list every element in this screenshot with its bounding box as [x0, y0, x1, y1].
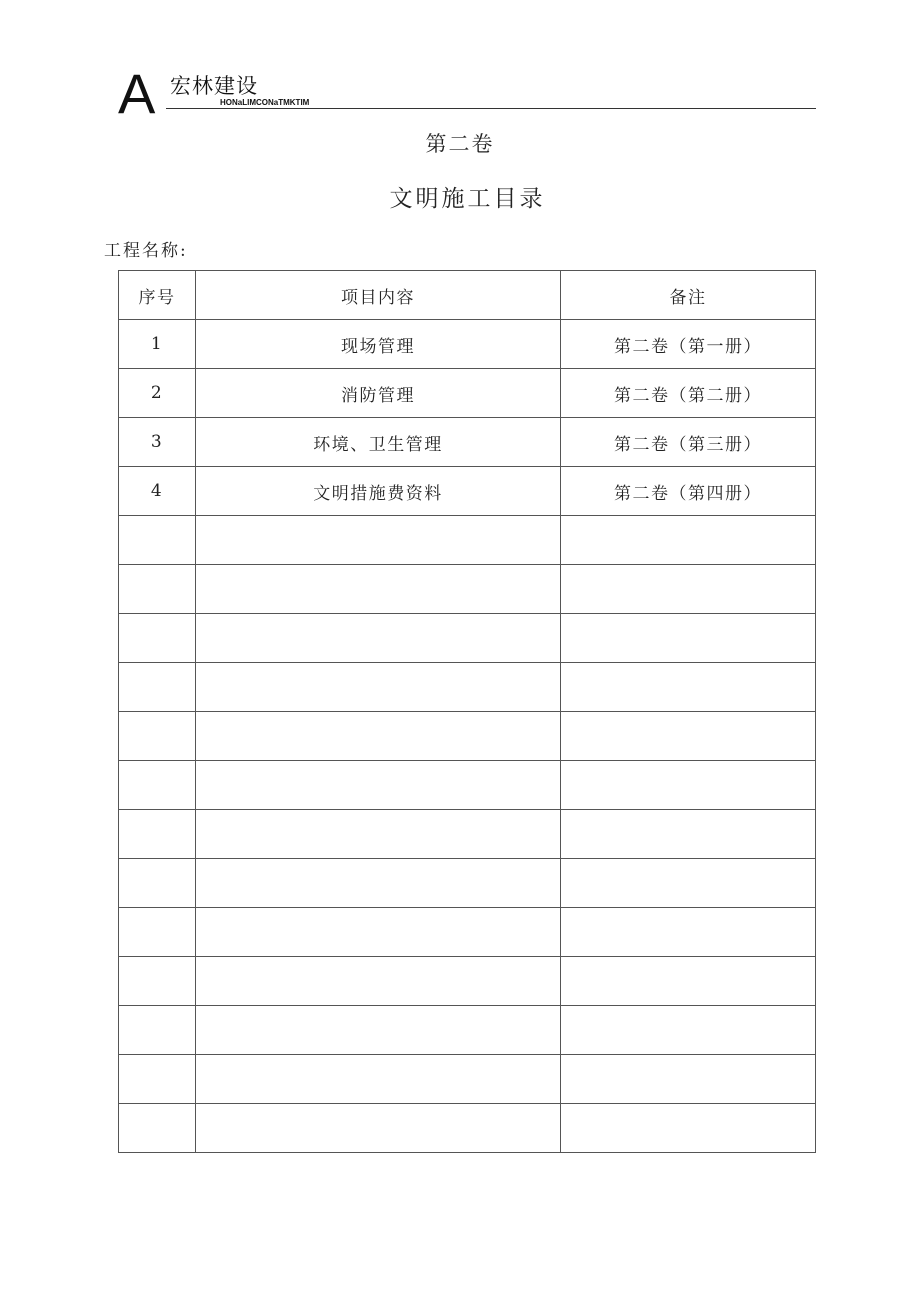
table-header-row [119, 271, 816, 320]
project-name-label: 工程名称: [104, 241, 188, 261]
row-remarks: 第二卷（第二册） [561, 369, 816, 418]
row-content [196, 908, 561, 957]
row-content [196, 712, 561, 761]
row-serial: 2 [119, 369, 196, 418]
header-remarks: 备注 [561, 271, 816, 320]
row-serial [119, 663, 196, 712]
row-serial: 3 [119, 418, 196, 467]
row-serial [119, 1104, 196, 1153]
row-remarks [561, 859, 816, 908]
table-row [119, 1055, 816, 1104]
row-remarks [561, 663, 816, 712]
row-serial [119, 565, 196, 614]
header-content: 项目内容 [196, 271, 561, 320]
table-row [119, 516, 816, 565]
table-row [119, 369, 816, 418]
row-remarks [561, 1055, 816, 1104]
volume-title: 第二卷 [425, 132, 495, 156]
table-row [119, 1006, 816, 1055]
table-row [119, 320, 816, 369]
row-content [196, 1104, 561, 1153]
table-row [119, 957, 816, 1006]
row-remarks [561, 761, 816, 810]
row-remarks [561, 810, 816, 859]
row-serial [119, 712, 196, 761]
row-remarks [561, 908, 816, 957]
table-row [119, 467, 816, 516]
row-content: 现场管理 [196, 320, 561, 369]
row-serial [119, 516, 196, 565]
table-row [119, 418, 816, 467]
table-row [119, 761, 816, 810]
row-serial [119, 957, 196, 1006]
row-serial [119, 1006, 196, 1055]
row-content [196, 859, 561, 908]
table-row [119, 859, 816, 908]
contents-table [118, 270, 816, 1153]
row-content [196, 614, 561, 663]
company-logo: A [118, 62, 156, 125]
row-remarks [561, 957, 816, 1006]
header-divider [166, 108, 816, 109]
row-remarks: 第二卷（第一册） [561, 320, 816, 369]
row-remarks: 第二卷（第三册） [561, 418, 816, 467]
row-serial [119, 1055, 196, 1104]
row-content [196, 663, 561, 712]
company-name: 宏林建设 [170, 74, 258, 98]
row-serial [119, 810, 196, 859]
table-row [119, 1104, 816, 1153]
company-english-name: HONaLIMCONaTMKTIM [220, 98, 310, 107]
row-content [196, 1006, 561, 1055]
row-serial: 1 [119, 320, 196, 369]
row-content: 文明措施费资料 [196, 467, 561, 516]
row-remarks: 第二卷（第四册） [561, 467, 816, 516]
row-serial [119, 859, 196, 908]
row-content: 消防管理 [196, 369, 561, 418]
table-row [119, 908, 816, 957]
row-content [196, 1055, 561, 1104]
row-content: 环境、卫生管理 [196, 418, 561, 467]
row-remarks [561, 614, 816, 663]
row-content [196, 516, 561, 565]
row-remarks [561, 565, 816, 614]
row-content [196, 565, 561, 614]
table-row [119, 565, 816, 614]
row-content [196, 810, 561, 859]
row-remarks [561, 1104, 816, 1153]
row-remarks [561, 1006, 816, 1055]
row-content [196, 957, 561, 1006]
table-row [119, 663, 816, 712]
row-serial [119, 614, 196, 663]
table-row [119, 614, 816, 663]
row-content [196, 761, 561, 810]
header-serial: 序号 [119, 271, 196, 320]
document-title: 文明施工目录 [389, 186, 546, 212]
table-row [119, 712, 816, 761]
row-remarks [561, 712, 816, 761]
letterhead [118, 60, 816, 125]
row-serial [119, 761, 196, 810]
row-remarks [561, 516, 816, 565]
row-serial [119, 908, 196, 957]
table-row [119, 810, 816, 859]
row-serial: 4 [119, 467, 196, 516]
